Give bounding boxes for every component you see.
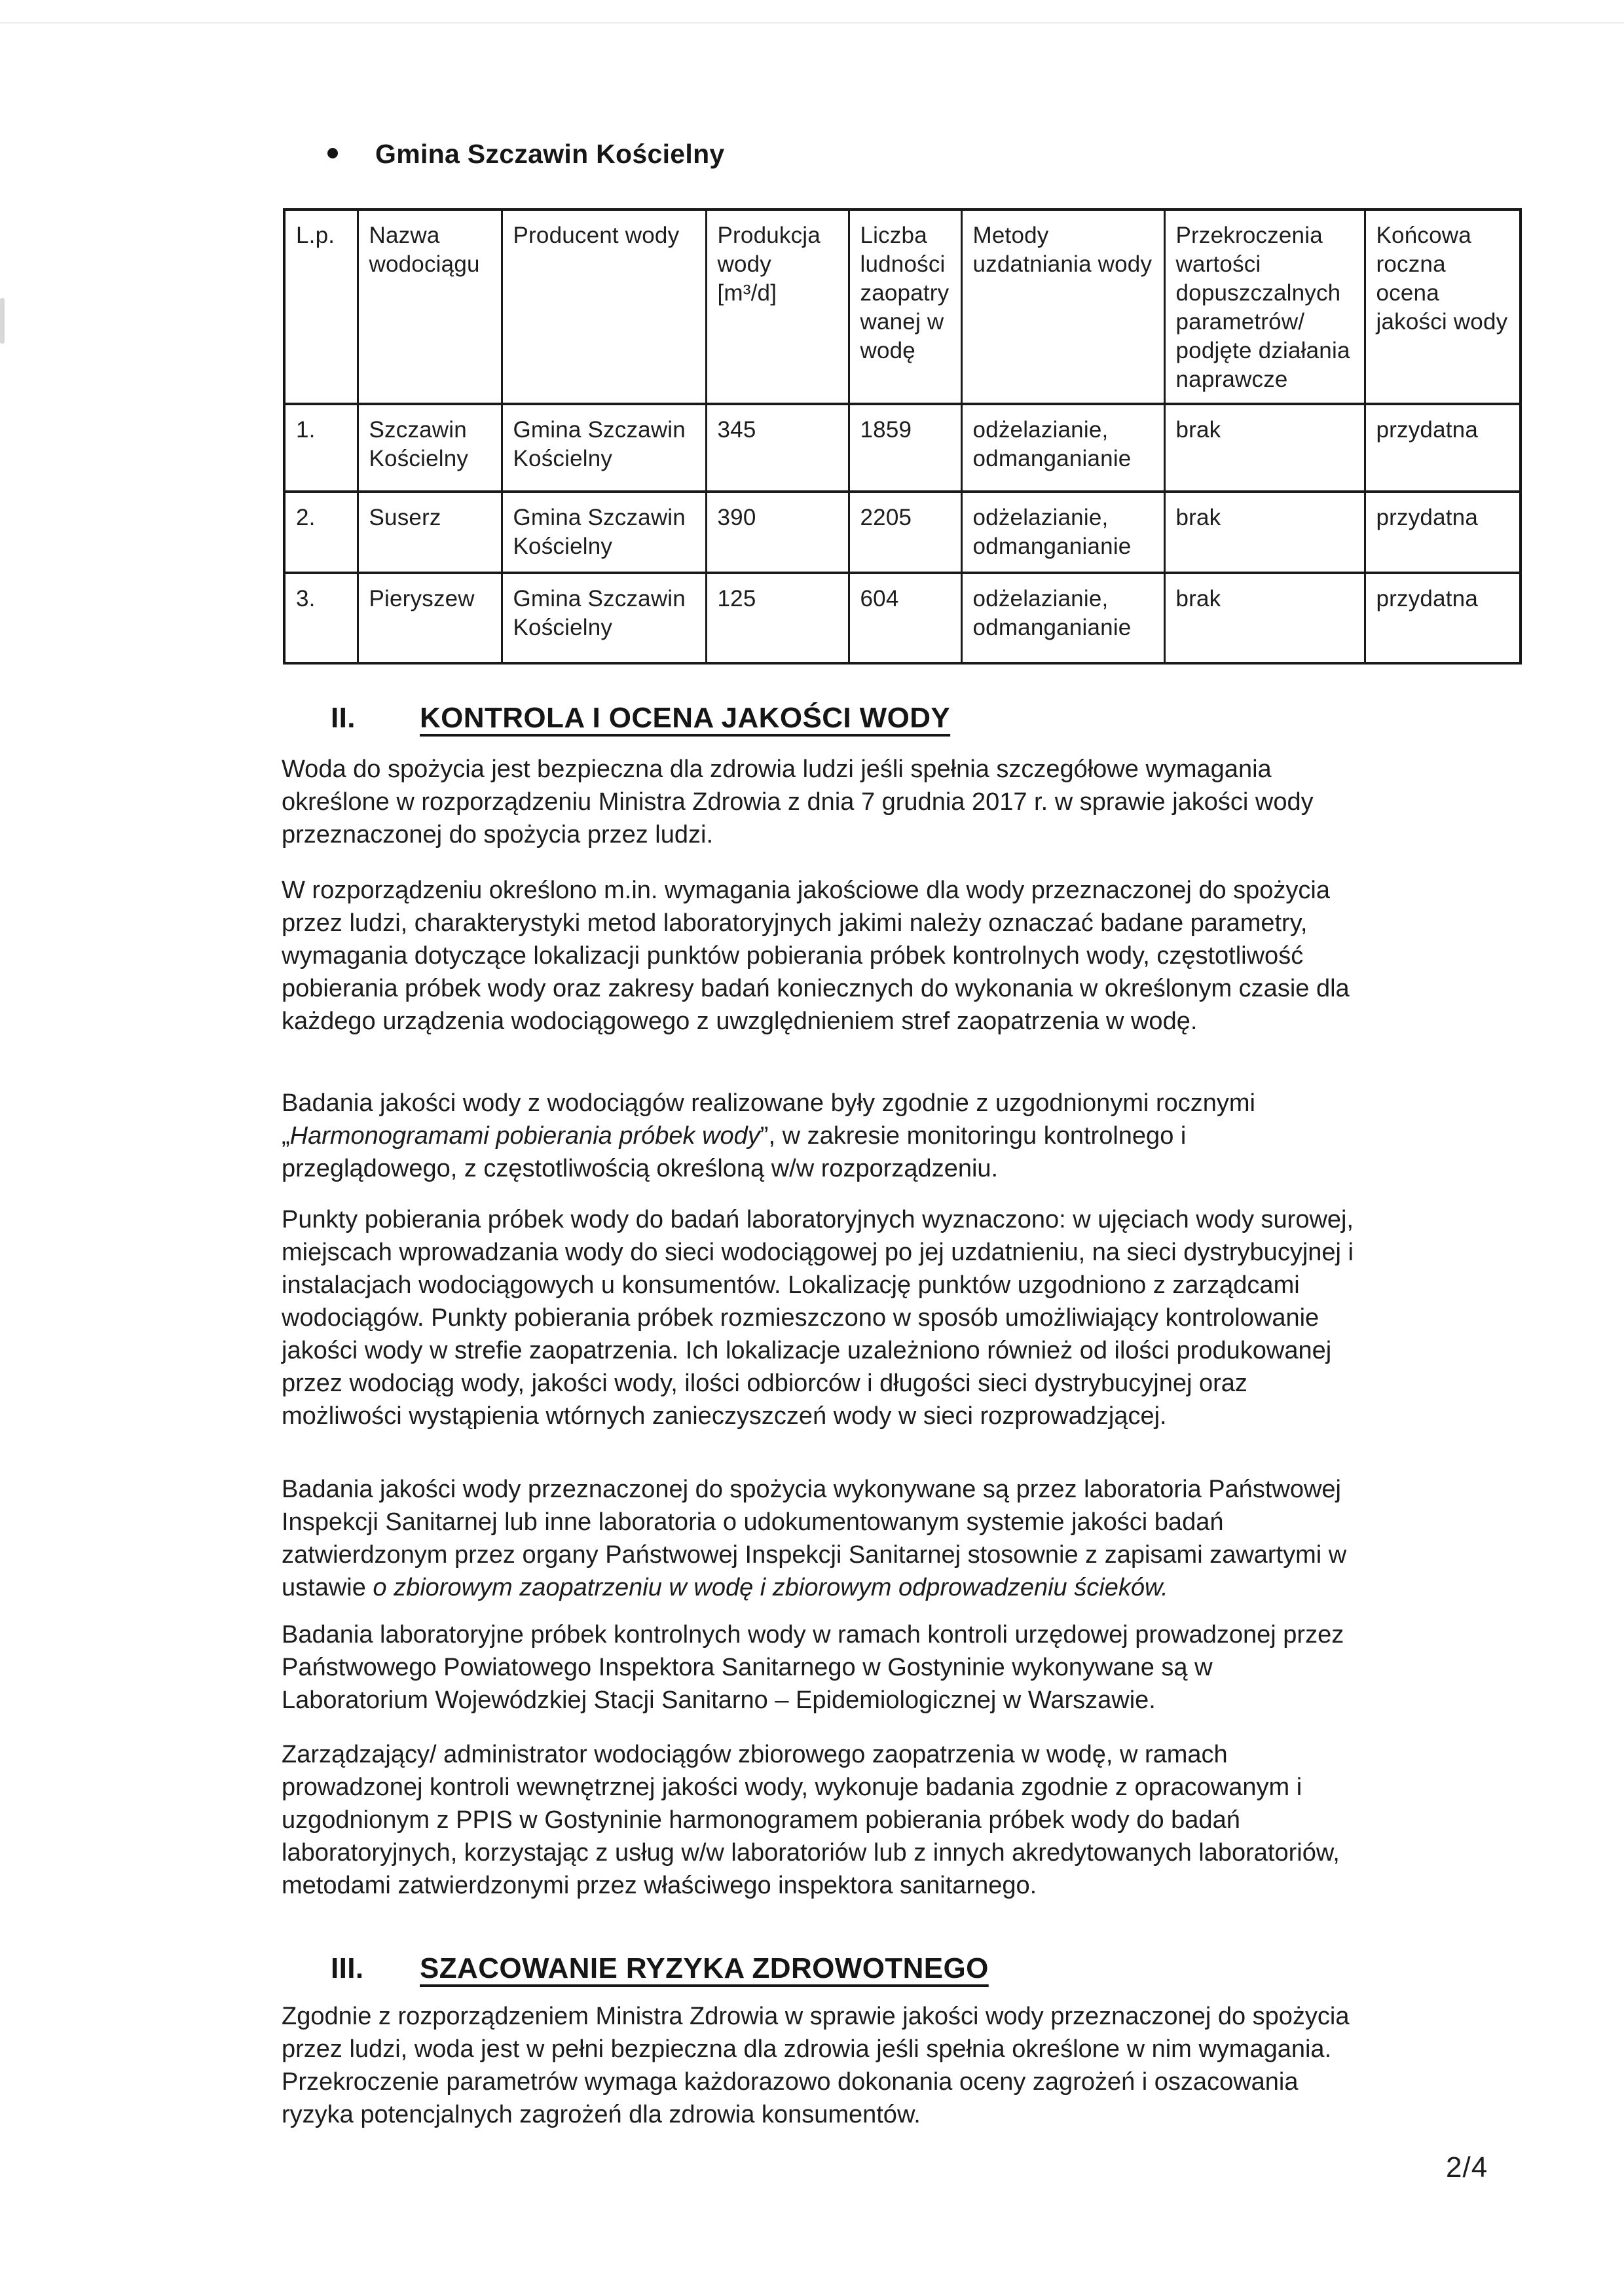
cell-producent: Gmina Szczawin Kościelny: [502, 404, 706, 492]
paragraph: W rozporządzeniu określono m.in. wymagania jakościowe dla wody przeznaczonej do spożycia przez ludzi, charakterystyki metod laboratoryjnych jakimi należy oznaczać badane parametry, wymagania dotyczące lokalizacji punktów pobierania próbek kontrolnych wody, częstotliwość pobierania próbek wody oraz zakresy badań koniecznych do wykonania w określonym czasie dla każdego urządzenia wodociągowego z uwzględnieniem stref zaopatrzenia w wodę.: [282, 877, 1350, 1035]
cell-ludnosc: 2205: [849, 492, 961, 573]
table-header-row: [284, 210, 1521, 404]
bullet-item: [327, 139, 725, 170]
cell-przekroczenia: brak: [1164, 492, 1365, 573]
paragraph: Zgodnie z rozporządzeniem Ministra Zdrowia w sprawie jakości wody przeznaczonej do spożycia przez ludzi, woda jest w pełni bezpieczna dla zdrowia jeśli spełnia określone w nim wymagania. Przekroczenie parametrów wymaga każdorazowo dokonania oceny zagrożeń i oszacowania ryzyka potencjalnych zagrożeń dla zdrowia konsumentów.: [282, 2003, 1350, 2128]
bullet-label: Gmina Szczawin Kościelny: [375, 139, 725, 169]
cell-ludnosc: 1859: [849, 404, 961, 492]
cell-ocena: przydatna: [1365, 404, 1521, 492]
section-heading-kontrola: [331, 702, 950, 735]
section-heading-szacowanie: [331, 1952, 989, 1985]
cell-nazwa: Pieryszew: [358, 573, 502, 663]
cell-lp: 1.: [284, 404, 358, 492]
paragraph: Badania jakości wody przeznaczonej do spożycia wykonywane są przez laboratoria Państwowej Inspekcji Sanitarnej lub inne laboratoria o udokumentowanym systemie jakości badań zatwierdzonym przez organy Państwowej Inspekcji Sanitarnej stosownie z zapisami zawartymi w ustawie o zbiorowym zaopatrzeniu w wodę i zbiorowym odprowadzeniu ścieków.: [282, 1476, 1347, 1601]
col-header-nazwa-wodociagu: Nazwa wodociągu: [358, 210, 502, 404]
cell-przekroczenia: brak: [1164, 404, 1365, 492]
paragraph: Punkty pobierania próbek wody do badań laboratoryjnych wyznaczono: w ujęciach wody surowej, miejscach wprowadzania wody do sieci wodociągowej po jej uzdatnieniu, na sieci dystrybucyjnej i instalacjach wodociągowych u konsumentów. Lokalizację punktów uzgodniono z zarządcami wodociągów. Punkty pobierania próbek rozmieszczono w sposób umożliwiający kontrolowanie jakości wody w strefie zaopatrzenia. Ich lokalizacje uzależniono również od ilości produkowanej przez wodociąg wody, jakości wody, ilości odbiorców i długości sieci dystrybucyjnej oraz możliwości wystąpienia wtórnych zanieczyszczeń wody w sieci rozprowadzjącej.: [282, 1206, 1354, 1430]
cell-produkcja: 345: [706, 404, 849, 492]
paragraph: Zarządzający/ administrator wodociągów zbiorowego zaopatrzenia w wodę, w ramach prowadzonej kontroli wewnętrznej jakości wody, wykonuje badania zgodnie z opracowanym i uzgodnionym z PPIS w Gostyninie harmonogramem pobierania próbek wody do badań laboratoryjnych, korzystając z usług w/w laboratoriów lub z innych akredytowanych laboratoriów, metodami zatwierdzonymi przez właściwego inspektora sanitarnego.: [282, 1741, 1340, 1899]
section-title: KONTROLA I OCENA JAKOŚCI WODY: [420, 702, 951, 734]
bullet-icon: [327, 148, 338, 158]
cell-produkcja: 125: [706, 573, 849, 663]
page-number: 2/4: [1446, 2151, 1488, 2183]
cell-lp: 2.: [284, 492, 358, 573]
cell-metody: odżelazianie, odmanganianie: [961, 492, 1164, 573]
col-header-koncowa-ocena: Końcowa roczna ocena jakości wody: [1365, 210, 1521, 404]
section-numeral: III.: [331, 1952, 364, 1984]
cell-metody: odżelazianie, odmanganianie: [961, 404, 1164, 492]
col-header-metody-uzdatniania: Metody uzdatniania wody: [961, 210, 1164, 404]
paragraph: Badania jakości wody z wodociągów realizowane były zgodnie z uzgodnionymi rocznymi „Harmonogramami pobierania próbek wody”, w zakresie monitoringu kontrolnego i przeglądowego, z częstotliwością określoną w/w rozporządzeniu.: [282, 1089, 1255, 1182]
paragraph: Badania laboratoryjne próbek kontrolnych wody w ramach kontroli urzędowej prowadzonej przez Państwowego Powiatowego Inspektora Sanitarnego w Gostyninie wykonywane są w Laboratorium Wojewódzkiej Stacji Sanitarno – Epidemiologicznej w Warszawie.: [282, 1621, 1344, 1714]
paragraph: Woda do spożycia jest bezpieczna dla zdrowia ludzi jeśli spełnia szczegółowe wymagania określone w rozporządzeniu Ministra Zdrowia z dnia 7 grudnia 2017 r. w sprawie jakości wody przeznaczonej do spożycia przez ludzi.: [282, 756, 1314, 848]
cell-metody: odżelazianie, odmanganianie: [961, 573, 1164, 663]
cell-ludnosc: 604: [849, 573, 961, 663]
cell-ocena: przydatna: [1365, 573, 1521, 663]
scan-artifact-left-smudge: [0, 298, 5, 344]
col-header-przekroczenia: Przekroczenia wartości dopuszczalnych parametrów/ podjęte działania naprawcze: [1164, 210, 1365, 404]
table-row: [284, 573, 1521, 663]
cell-lp: 3.: [284, 573, 358, 663]
cell-ocena: przydatna: [1365, 492, 1521, 573]
table-row: [284, 404, 1521, 492]
section-title: SZACOWANIE RYZYKA ZDROWOTNEGO: [420, 1952, 989, 1984]
cell-nazwa: Suserz: [358, 492, 502, 573]
scan-artifact-top-line: [0, 22, 1624, 24]
cell-produkcja: 390: [706, 492, 849, 573]
water-supply-table: [283, 208, 1522, 665]
col-header-liczba-ludnosci: Liczba ludności zaopatry wanej w wodę: [849, 210, 961, 404]
table-row: [284, 492, 1521, 573]
col-header-producent-wody: Producent wody: [502, 210, 706, 404]
col-header-lp: L.p.: [284, 210, 358, 404]
cell-nazwa: Szczawin Kościelny: [358, 404, 502, 492]
col-header-produkcja-wody: Produkcja wody [m³/d]: [706, 210, 849, 404]
cell-przekroczenia: brak: [1164, 573, 1365, 663]
cell-producent: Gmina Szczawin Kościelny: [502, 492, 706, 573]
section-numeral: II.: [331, 702, 356, 734]
cell-producent: Gmina Szczawin Kościelny: [502, 573, 706, 663]
